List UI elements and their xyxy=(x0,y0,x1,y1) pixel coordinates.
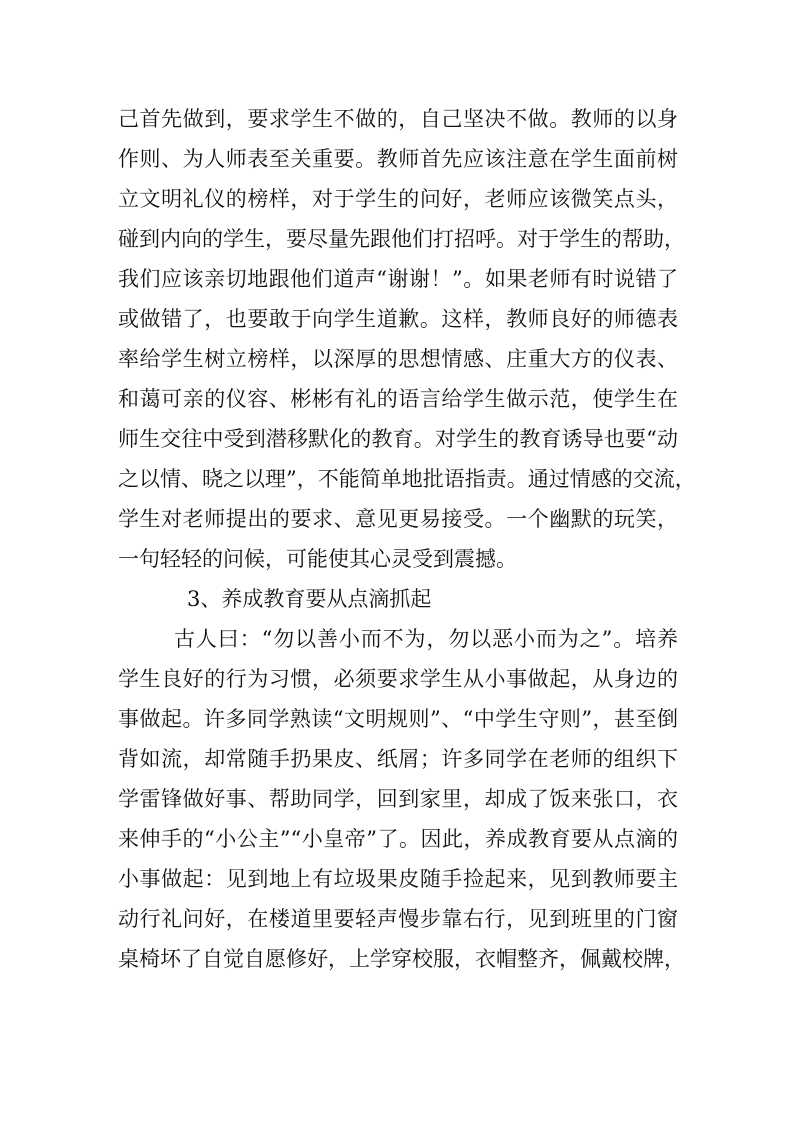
body-line: 学生对老师提出的要求、意见更易接受。一个幽默的玩笑， xyxy=(118,507,678,531)
body-line: 来伸手的“小公主”“小皇帝”了。因此，养成教育要从点滴的 xyxy=(118,827,678,851)
section-heading: 3、养成教育要从点滴抓起 xyxy=(187,587,432,611)
body-line: 碰到内向的学生，要尽量先跟他们打招呼。对于学生的帮助， xyxy=(118,227,685,251)
body-line: 桌椅坏了自觉自愿修好，上学穿校服，衣帽整齐，佩戴校牌， xyxy=(118,947,685,971)
body-line: 一句轻轻的问候，可能使其心灵受到震撼。 xyxy=(118,547,517,571)
body-line: 或做错了，也要敢于向学生道歉。这样，教师良好的师德表 xyxy=(118,307,678,331)
body-line: 和蔼可亲的仪容、彬彬有礼的语言给学生做示范，使学生在 xyxy=(118,387,678,411)
body-line: 作则、为人师表至关重要。教师首先应该注意在学生面前树 xyxy=(118,147,678,171)
body-line: 学雷锋做好事、帮助同学，回到家里，却成了饭来张口，衣 xyxy=(118,787,678,811)
body-line: 率给学生树立榜样，以深厚的思想情感、庄重大方的仪表、 xyxy=(118,347,678,371)
body-line: 事做起。许多同学熟读“文明规则”、“中学生守则”，甚至倒 xyxy=(118,707,678,731)
body-line: 师生交往中受到潜移默化的教育。对学生的教育诱导也要“动 xyxy=(118,427,678,451)
body-line: 学生良好的行为习惯，必须要求学生从小事做起，从身边的 xyxy=(118,667,678,691)
body-line: 小事做起：见到地上有垃圾果皮随手捡起来，见到教师要主 xyxy=(118,867,678,891)
body-line: 动行礼问好，在楼道里要轻声慢步靠右行，见到班里的门窗 xyxy=(118,907,678,931)
body-line: 背如流，却常随手扔果皮、纸屑；许多同学在老师的组织下 xyxy=(118,747,678,771)
body-line: 己首先做到，要求学生不做的，自己坚决不做。教师的以身 xyxy=(118,107,678,131)
body-line: 立文明礼仪的榜样，对于学生的问好，老师应该微笑点头， xyxy=(118,187,678,211)
document-body xyxy=(0,99,794,979)
body-line: 我们应该亲切地跟他们道声“谢谢！”。如果老师有时说错了 xyxy=(118,267,678,291)
body-line: 古人曰：“勿以善小而不为，勿以恶小而为之”。培养 xyxy=(174,627,678,651)
body-line: 之以情、晓之以理”，不能简单地批语指责。通过情感的交流， xyxy=(118,467,696,491)
